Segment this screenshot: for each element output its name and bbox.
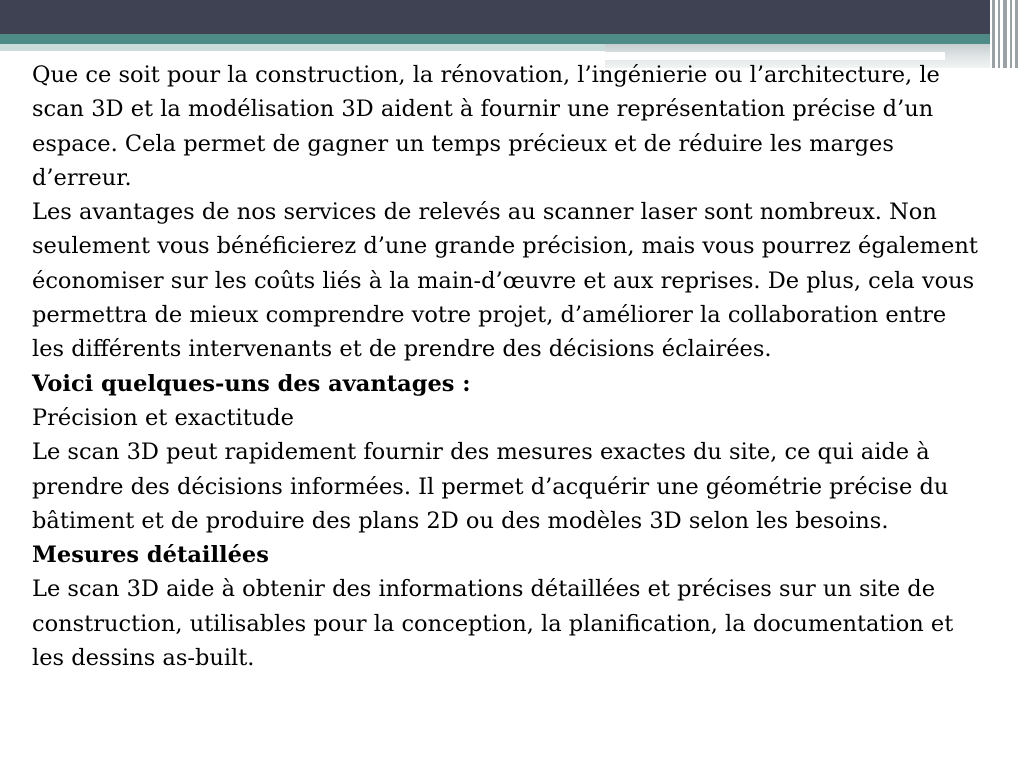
heading-detailed-measures: Mesures détaillées (32, 542, 269, 569)
paragraph-intro: Que ce soit pour la construction, la rénovation, l’ingénierie ou l’architecture, le scan 3D et la modélisation 3D aident à fournir une représentation précise d’un espace. Cela permet de gagner un temps précieux et de réduire les marges d’erreur. (32, 62, 940, 191)
subheading-precision: Précision et exactitude (32, 404, 294, 431)
paragraph-advantages: Les avantages de nos services de relevés au scanner laser sont nombreux. Non seulement vous bénéficierez d’une grande précision, mais vous pourrez également économiser sur les coûts liés à la main-d’œuvre et aux reprises. De plus, cela vous permettra de mieux comprendre votre projet, d’améliorer la collaboration entre les différents intervenants et de prendre des décisions éclairées. (32, 199, 978, 363)
decorative-stripes (990, 0, 1024, 68)
paragraph-detailed-measures: Le scan 3D aide à obtenir des informations détaillées et précises sur un site de construction, utilisables pour la conception, la planification, la documentation et les dessins as-built. (32, 576, 954, 672)
slide-body (32, 58, 982, 675)
pale-accent-strip (0, 44, 605, 51)
header-bar (0, 0, 1024, 34)
accent-strip (0, 34, 1024, 44)
heading-advantages-list: Voici quelques-uns des avantages : (32, 370, 471, 397)
paragraph-precision: Le scan 3D peut rapidement fournir des mesures exactes du site, ce qui aide à prendre des décisions informées. Il permet d’acquérir une géométrie précise du bâtiment et de produire des plans 2D ou des modèles 3D selon les besoins. (32, 439, 949, 534)
